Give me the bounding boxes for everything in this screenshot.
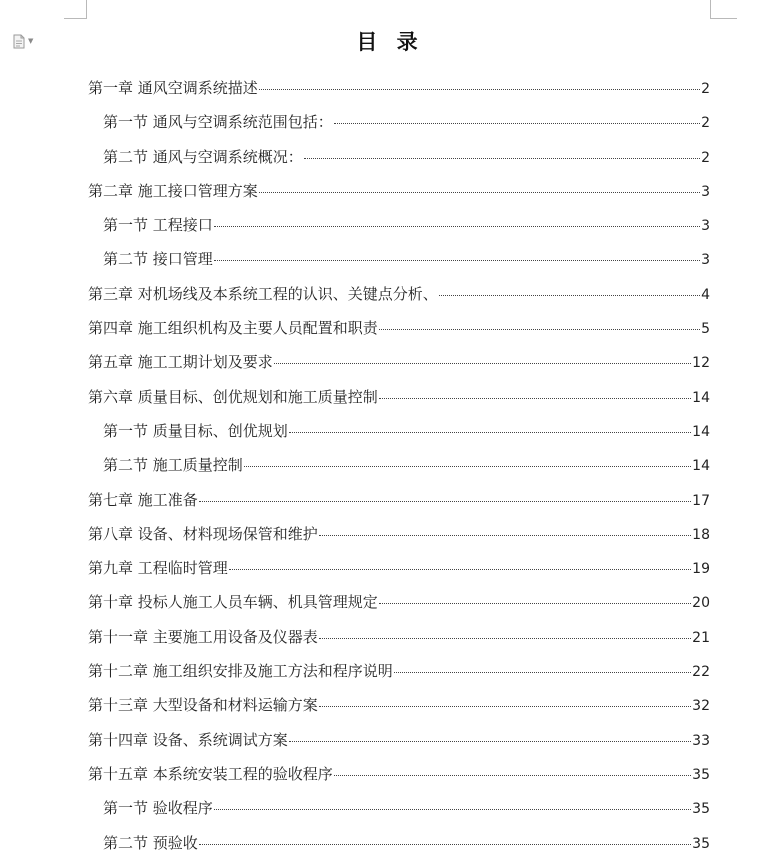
toc-entry[interactable] xyxy=(88,71,710,105)
toc-entry-label: 第六章 质量目标、创优规划和施工质量控制 xyxy=(88,387,378,406)
table-of-contents xyxy=(88,71,710,860)
toc-entry-page-number: 20 xyxy=(692,595,710,612)
toc-dot-leader xyxy=(379,398,691,399)
toc-dot-leader xyxy=(334,123,700,124)
toc-entry-label: 第九章 工程临时管理 xyxy=(88,559,228,578)
toc-entry-page-number: 21 xyxy=(692,629,710,646)
toc-entry-page-number: 14 xyxy=(692,423,710,440)
toc-entry-page-number: 22 xyxy=(692,664,710,681)
toc-entry-page-number: 14 xyxy=(692,389,710,406)
toc-entry-page-number: 2 xyxy=(701,115,710,132)
chevron-down-icon: ▼ xyxy=(28,36,34,45)
toc-entry-label: 第十一章 主要施工用设备及仪器表 xyxy=(88,627,318,646)
toc-entry[interactable] xyxy=(88,757,710,791)
toc-dot-leader xyxy=(199,844,691,845)
toc-entry-page-number: 33 xyxy=(692,732,710,749)
toc-entry[interactable] xyxy=(88,654,710,688)
toc-entry-page-number: 3 xyxy=(701,218,710,235)
toc-entry[interactable] xyxy=(88,483,710,517)
toc-entry-label: 第五章 施工工期计划及要求 xyxy=(88,353,273,372)
toc-entry-label: 第二节 施工质量控制 xyxy=(103,456,243,475)
toc-entry-page-number: 35 xyxy=(692,835,710,852)
toc-entry[interactable] xyxy=(88,311,710,345)
toc-dot-leader xyxy=(259,89,700,90)
toc-dot-leader xyxy=(259,192,700,193)
toc-entry[interactable] xyxy=(88,620,710,654)
toc-entry-page-number: 3 xyxy=(701,183,710,200)
toc-entry-page-number: 35 xyxy=(692,766,710,783)
toc-dot-leader xyxy=(379,603,691,604)
toc-dot-leader xyxy=(319,706,691,707)
toc-entry-label: 第二章 施工接口管理方案 xyxy=(88,181,258,200)
toc-entry[interactable] xyxy=(88,414,710,448)
toc-entry[interactable] xyxy=(88,140,710,174)
toc-entry[interactable] xyxy=(88,345,710,379)
toc-entry-page-number: 14 xyxy=(692,458,710,475)
toc-entry[interactable] xyxy=(88,585,710,619)
toc-dot-leader xyxy=(439,295,700,296)
toc-dot-leader xyxy=(214,260,700,261)
toc-entry-label: 第一节 工程接口 xyxy=(103,216,213,235)
toc-dot-leader xyxy=(199,501,691,502)
toc-entry[interactable] xyxy=(88,723,710,757)
toc-entry[interactable] xyxy=(88,174,710,208)
page-title: 目 录 xyxy=(356,30,424,54)
toc-entry[interactable] xyxy=(88,826,710,860)
toc-dot-leader xyxy=(229,569,691,570)
toc-entry[interactable] xyxy=(88,551,710,585)
toc-entry-page-number: 3 xyxy=(701,252,710,269)
toc-dot-leader xyxy=(289,432,691,433)
toc-dot-leader xyxy=(214,226,700,227)
toc-dot-leader xyxy=(274,363,691,364)
toc-dot-leader xyxy=(319,535,691,536)
toc-entry[interactable] xyxy=(88,208,710,242)
toc-entry[interactable] xyxy=(88,277,710,311)
toc-entry-label: 第十五章 本系统安装工程的验收程序 xyxy=(88,764,333,783)
toc-entry-label: 第十三章 大型设备和材料运输方案 xyxy=(88,696,318,715)
toc-dot-leader xyxy=(214,809,691,810)
toc-entry-label: 第十章 投标人施工人员车辆、机具管理规定 xyxy=(88,593,378,612)
toc-entry-page-number: 19 xyxy=(692,561,710,578)
toc-entry-label: 第二节 通风与空调系统概况： xyxy=(103,147,303,166)
toc-entry-label: 第一节 质量目标、创优规划 xyxy=(103,421,288,440)
toc-entry-page-number: 32 xyxy=(692,698,710,715)
toc-entry-page-number: 5 xyxy=(701,321,710,338)
toc-entry-page-number: 35 xyxy=(692,801,710,818)
toc-entry[interactable] xyxy=(88,448,710,482)
toc-entry-label: 第八章 设备、材料现场保管和维护 xyxy=(88,524,318,543)
toc-entry[interactable] xyxy=(88,105,710,139)
toc-entry-page-number: 2 xyxy=(701,81,710,97)
page-corner-mark-right xyxy=(710,0,737,19)
toc-entry-label: 第十二章 施工组织安排及施工方法和程序说明 xyxy=(88,662,393,681)
toc-entry-label: 第二节 接口管理 xyxy=(103,250,213,269)
toc-dot-leader xyxy=(334,775,691,776)
toc-dot-leader xyxy=(289,741,691,742)
toc-entry-page-number: 18 xyxy=(692,526,710,543)
toc-entry[interactable] xyxy=(88,380,710,414)
toc-entry[interactable] xyxy=(88,242,710,276)
toc-entry[interactable] xyxy=(88,688,710,722)
toc-entry-label: 第二节 预验收 xyxy=(103,833,198,852)
toc-dot-leader xyxy=(244,466,691,467)
toc-entry-label: 第十四章 设备、系统调试方案 xyxy=(88,730,288,749)
toc-entry-page-number: 12 xyxy=(692,355,710,372)
toc-entry[interactable] xyxy=(88,517,710,551)
toc-entry-page-number: 17 xyxy=(692,492,710,509)
toc-dot-leader xyxy=(319,638,691,639)
toc-entry-label: 第一章 通风空调系统描述 xyxy=(88,79,258,97)
toc-entry-label: 第七章 施工准备 xyxy=(88,490,198,509)
toc-entry-label: 第一节 通风与空调系统范围包括： xyxy=(103,113,333,132)
toc-dot-leader xyxy=(394,672,691,673)
page-corner-mark-left xyxy=(64,0,87,19)
toc-entry-page-number: 2 xyxy=(701,149,710,166)
toc-entry-label: 第三章 对机场线及本系统工程的认识、关键点分析、 xyxy=(88,284,438,303)
toc-entry-label: 第一节 验收程序 xyxy=(103,799,213,818)
toc-entry[interactable] xyxy=(88,791,710,825)
toc-entry-page-number: 4 xyxy=(701,286,710,303)
toc-entry-label: 第四章 施工组织机构及主要人员配置和职责 xyxy=(88,319,378,338)
toc-dot-leader xyxy=(379,329,700,330)
toc-dot-leader xyxy=(304,158,700,159)
